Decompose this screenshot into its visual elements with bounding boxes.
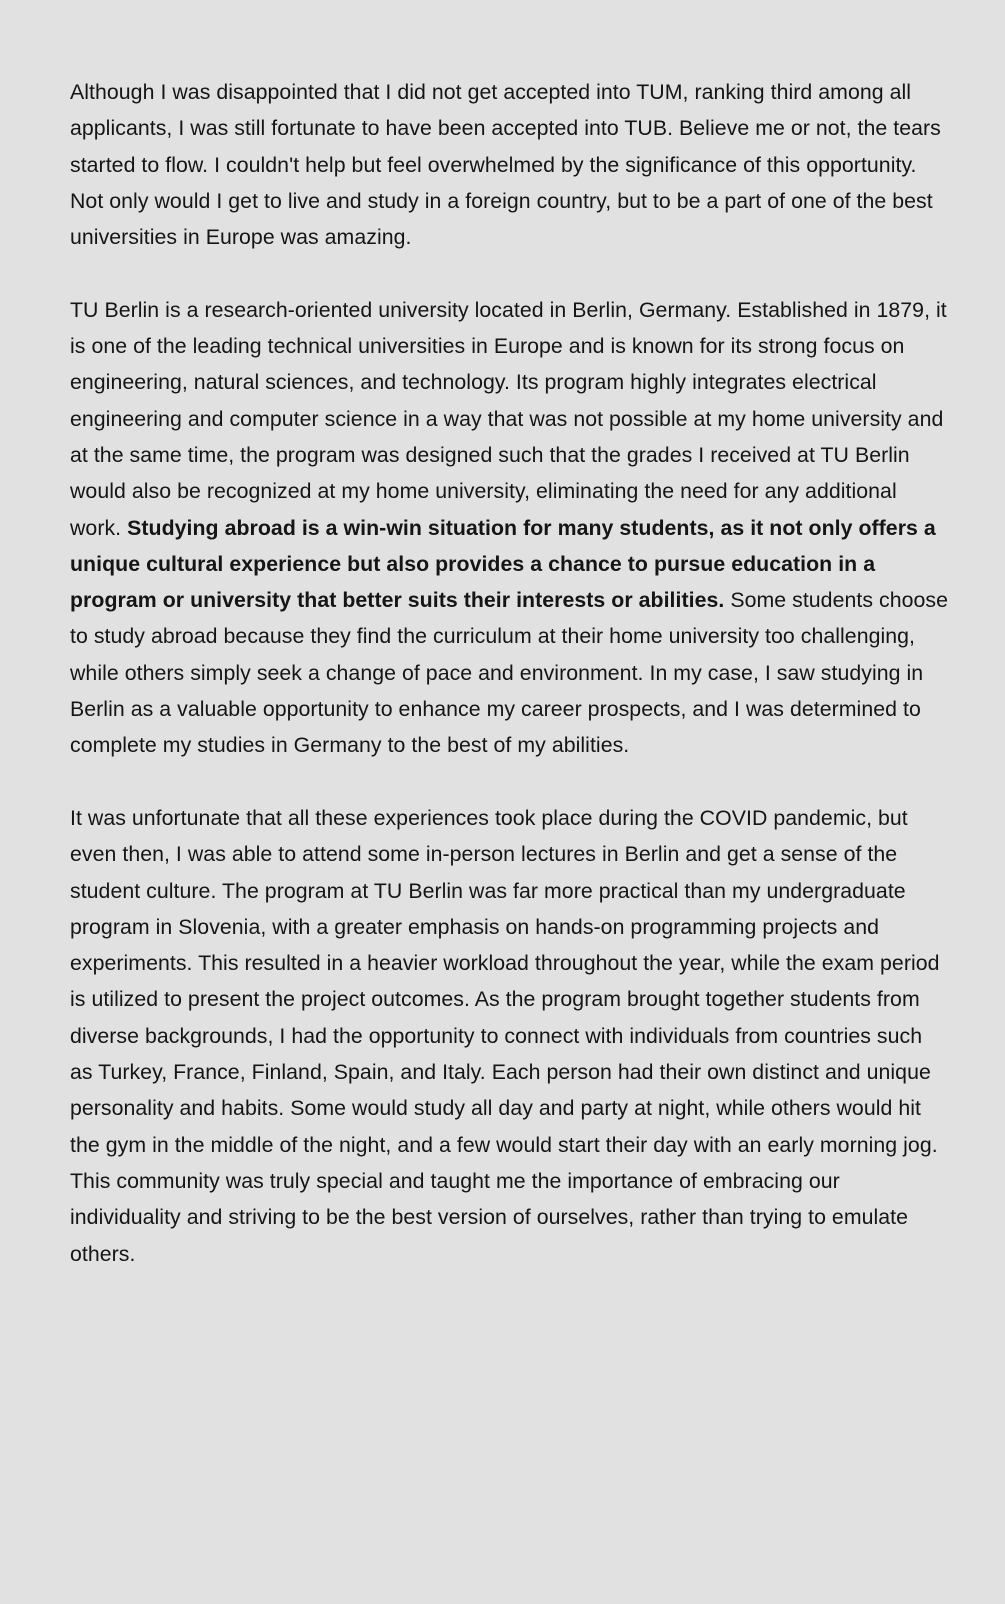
paragraph-tu-berlin-highlight: Studying abroad is a win-win situation for many students, as it not only offers a unique cultural experience but also provides a chance to pursue education in a program or university that better suits their interests or abilities. — [70, 515, 936, 613]
paragraph-tu-berlin — [70, 292, 950, 764]
paragraph-acceptance-text: Although I was disappointed that I did not get accepted into TUM, ranking third among all applicants, I was still fortunate to have been accepted into TUB. Believe me or not, the tears started to flow. I couldn't help but feel overwhelmed by the significance of this opportunity. Not only would I get to live and study in a foreign country, but to be a part of one of the best universities in Europe was amazing. — [70, 80, 941, 250]
paragraph-tu-berlin-intro: TU Berlin is a research-oriented university located in Berlin, Germany. Established in 1879, it is one of the leading technical universities in Europe and is known for its strong focus on engineering, natural sciences, and technology. Its program highly integrates electrical engineering and computer science in a way that was not possible at my home university and at the same time, the program was designed such that the grades I received at TU Berlin would also be recognized at my home university, eliminating the need for any additional work. — [70, 297, 947, 540]
paragraph-covid-experience-text: It was unfortunate that all these experiences took place during the COVID pandemic, but even then, I was able to attend some in-person lectures in Berlin and get a sense of the student culture. The program at TU Berlin was far more practical than my undergraduate program in Slovenia, with a greater emphasis on hands-on programming projects and experiments. This resulted in a heavier workload throughout the year, while the exam period is utilized to present the project outcomes. As the program brought together students from diverse backgrounds, I had the opportunity to connect with individuals from countries such as Turkey, France, Finland, Spain, and Italy. Each person had their own distinct and unique personality and habits. Some would study all day and party at night, while others would hit the gym in the middle of the night, and a few would start their day with an early morning jog. This community was truly special and taught me the importance of embracing our individuality and striving to be the best version of ourselves, rather than trying to emulate others. — [70, 805, 940, 1266]
paragraph-covid-experience — [70, 800, 950, 1272]
article-body — [70, 74, 950, 1308]
paragraph-acceptance — [70, 74, 950, 255]
paragraph-tu-berlin-outro: Some students choose to study abroad because they find the curriculum at their home university too challenging, while others simply seek a change of pace and environment. In my case, I saw studying in Berlin as a valuable opportunity to enhance my career prospects, and I was determined to complete my studies in Germany to the best of my abilities. — [70, 588, 948, 758]
